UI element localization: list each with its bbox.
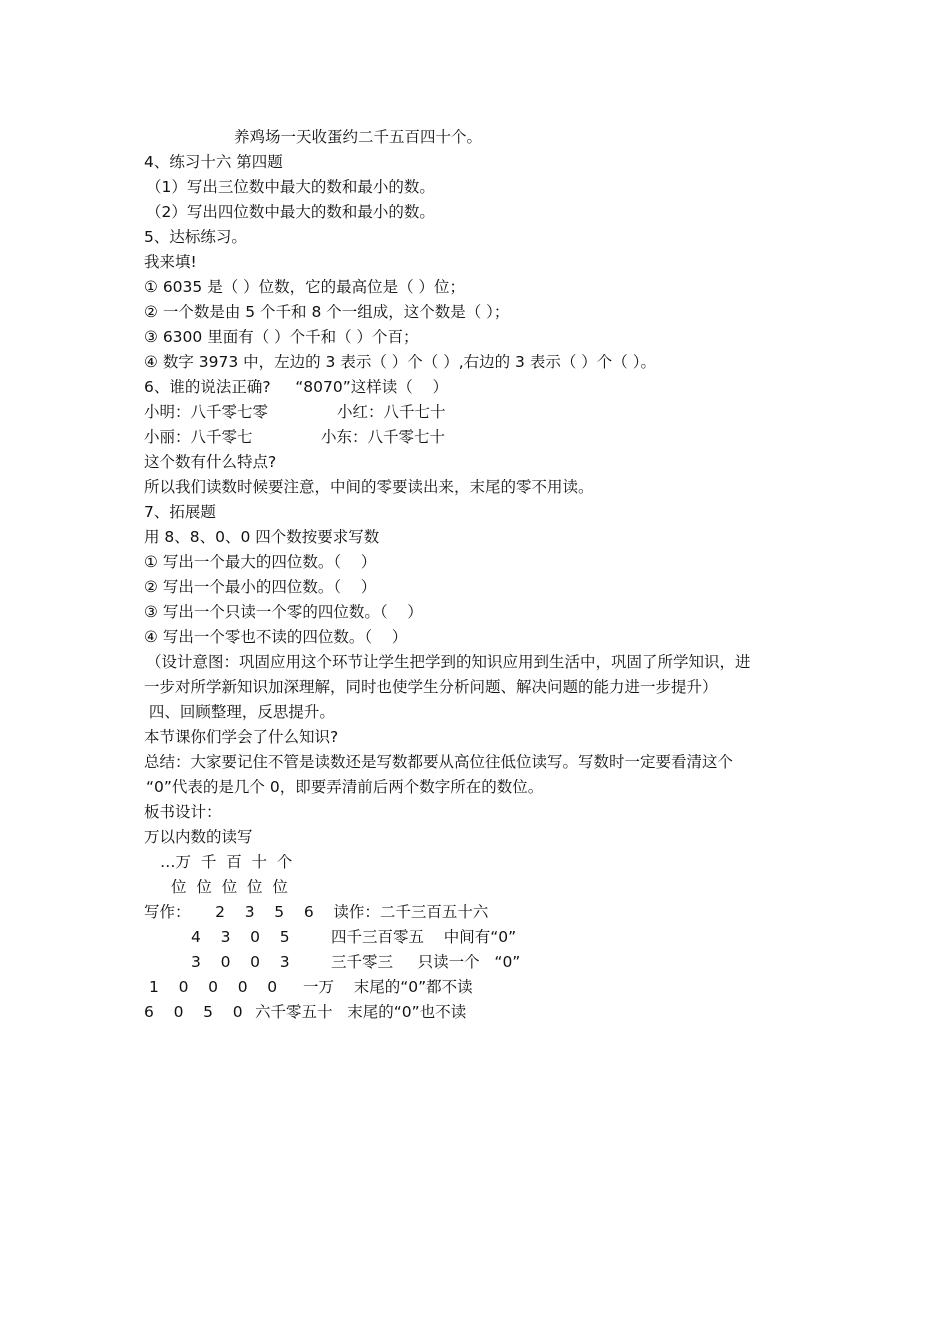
section-heading: 7、拓展题 bbox=[144, 503, 216, 521]
answer-option: 小红：八千七十 bbox=[337, 403, 446, 421]
section-heading: 5、达标练习。 bbox=[144, 228, 247, 246]
exercise-item: （1）写出三位数中最大的数和最小的数。 bbox=[146, 178, 435, 196]
text-line: 我来填! bbox=[144, 253, 197, 271]
section-heading: 4、练习十六 第四题 bbox=[144, 153, 283, 171]
text-line: 本节课你们学会了什么知识? bbox=[144, 728, 339, 746]
fill-in-item: ③ 6300 里面有（ ）个千和（ ）个百； bbox=[144, 328, 419, 346]
fill-in-item: ① 6035 是（ ）位数，它的最高位是（ ）位； bbox=[144, 278, 466, 296]
board-reading: 一万 末尾的“0”都不读 bbox=[303, 978, 473, 996]
section-heading: 四、回顾整理，反思提升。 bbox=[144, 703, 335, 721]
summary: 总结：大家要记住不管是读数还是写数都要从高位往低位读写。写数时一定要看清这个 bbox=[144, 753, 734, 771]
summary: “0”代表的是几个 0，即要弄清前后两个数字所在的数位。 bbox=[146, 778, 544, 796]
text-line: 养鸡场一天收蛋约二千五百四十个。 bbox=[234, 128, 483, 146]
exercise-item: ① 写出一个最大的四位数。（ ） bbox=[144, 553, 377, 571]
section-heading: 板书设计： bbox=[144, 803, 222, 821]
exercise-item: ③ 写出一个只读一个零的四位数。（ ） bbox=[144, 603, 423, 621]
answer-option: 小东：八千零七十 bbox=[321, 428, 446, 446]
answer-option: 小明：八千零七零 bbox=[144, 403, 269, 421]
section-heading: 6、谁的说法正确? “8070”这样读（ ） bbox=[144, 378, 448, 396]
board-reading: 四千三百零五 中间有“0” bbox=[331, 928, 517, 946]
text-line: 这个数有什么特点? bbox=[144, 453, 277, 471]
board-example: 写作： 2 3 5 6 读作：二千三百五十六 bbox=[144, 903, 489, 921]
board-reading: 六千零五十 末尾的“0”也不读 bbox=[255, 1003, 467, 1021]
board-digits: 3 0 0 3 bbox=[191, 953, 290, 971]
board-title: 万以内数的读写 bbox=[144, 828, 253, 846]
text-line: 所以我们读数时候要注意，中间的零要读出来，末尾的零不用读。 bbox=[144, 478, 594, 496]
place-value-row: …万 千 百 十 个 bbox=[160, 853, 293, 871]
board-reading: 三千零三 只读一个 “0” bbox=[331, 953, 521, 971]
answer-option: 小丽：八千零七 bbox=[144, 428, 253, 446]
design-intent: （设计意图：巩固应用这个环节让学生把学到的知识应用到生活中，巩固了所学知识，进 bbox=[146, 653, 751, 671]
design-intent: 一步对所学新知识加深理解，同时也使学生分析问题、解决问题的能力进一步提升） bbox=[144, 678, 718, 696]
exercise-item: ② 写出一个最小的四位数。（ ） bbox=[144, 578, 377, 596]
exercise-item: （2）写出四位数中最大的数和最小的数。 bbox=[146, 203, 435, 221]
fill-in-item: ② 一个数是由 5 个千和 8 个一组成，这个数是（ ）； bbox=[144, 303, 510, 321]
board-digits: 1 0 0 0 0 bbox=[149, 978, 278, 996]
board-digits: 4 3 0 5 bbox=[191, 928, 290, 946]
place-value-row: 位 位 位 位 位 bbox=[171, 878, 288, 896]
fill-in-item: ④ 数字 3973 中，左边的 3 表示（ ）个（ ）,右边的 3 表示（ ）个（ ）。 bbox=[144, 353, 656, 371]
text-line: 用 8、8、0、0 四个数按要求写数 bbox=[144, 528, 380, 546]
board-digits: 6 0 5 0 bbox=[144, 1003, 243, 1021]
exercise-item: ④ 写出一个零也不读的四位数。（ ） bbox=[144, 628, 408, 646]
